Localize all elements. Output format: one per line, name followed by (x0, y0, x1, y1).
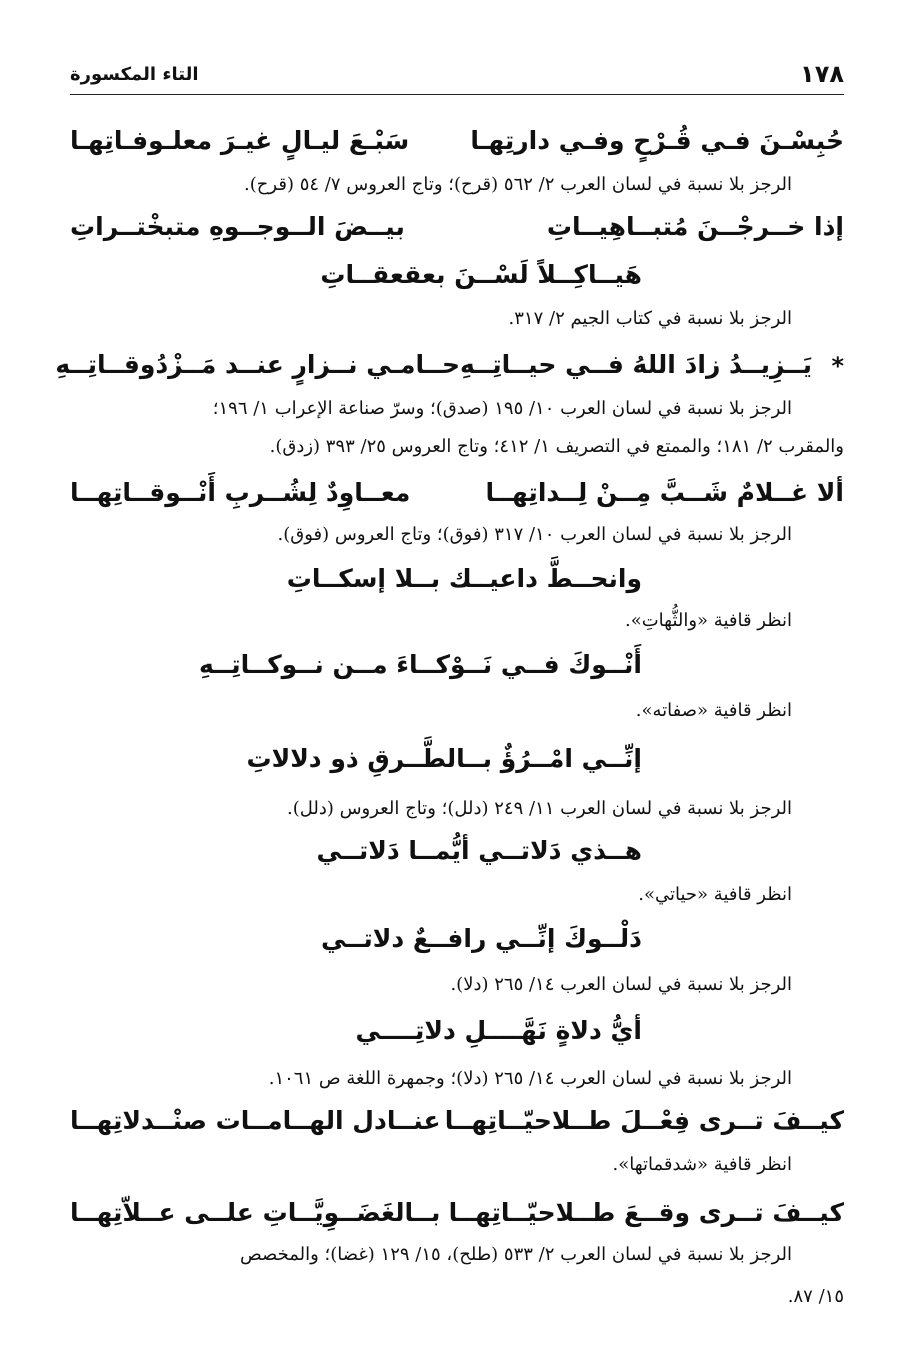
verse-line: هَيــاكِــلاً لَسْــنَ بعقعقــاتِ (320, 260, 642, 289)
hemistich: عنــادل الهــامــات صنْــدلاتِهــا (70, 1106, 441, 1135)
hemistich: كيــفَ تــرى فِعْــلَ طــلاحيّــاتِهــا (444, 1106, 844, 1135)
citation-note: الرجز بلا نسبة في لسان العرب ١٤/ ٢٦٥ (دلا). (450, 974, 792, 995)
hemistich: معــاوِدٌ لِشُــربِ أَنْــوقــاتِهــا (70, 478, 411, 507)
page-number: ١٧٨ (800, 60, 844, 88)
verse-line: أيُّ دلاةٍ نَهَّــــلِ دلاتِــــي (355, 1016, 642, 1045)
citation-note: الرجز بلا نسبة في لسان العرب ١٠/ ٣١٧ (فوق)؛ وتاج العروس (فوق). (277, 524, 792, 545)
citation-note: الرجز بلا نسبة في لسان العرب ٢/ ٥٦٢ (قرح)؛ وتاج العروس ٧/ ٥٤ (قرح). (244, 174, 792, 195)
citation-note: انظر قافية «والثُّهاتِ». (624, 610, 792, 631)
verse-line: هــذي دَلاتــي أيُّمــا دَلاتــي (316, 836, 642, 865)
page-header (70, 60, 844, 95)
verse-line (70, 1198, 844, 1227)
citation-note: انظر قافية «شدقماتها». (612, 1154, 792, 1175)
hemistich: حُبِسْـنَ فـي قُـرْحٍ وفـي دارتِهـا (470, 126, 844, 155)
asterisk-marker: * (831, 352, 844, 380)
hemistich: يَــزِيــدُ زادَ اللهُ فــي حيــاتِــهِ (460, 350, 812, 379)
citation-note: الرجز بلا نسبة في لسان العرب ٢/ ٥٣٣ (طلح)، ١٥/ ١٢٩ (غضا)؛ والمخصص (239, 1244, 792, 1265)
hemistich: سَبْـعَ ليـالٍ غيـرَ معلـوفـاتِهـا (70, 126, 410, 155)
citation-note: الرجز بلا نسبة في كتاب الجيم ٢/ ٣١٧. (508, 308, 792, 329)
citation-note: انظر قافية «حياتي». (638, 884, 792, 905)
verse-line: وانحــطَّ داعيــك بــلا إسكــاتِ (286, 564, 642, 593)
verse-line (70, 126, 844, 155)
citation-note: والمقرب ٢/ ١٨١؛ والممتع في التصريف ١/ ٤١٢؛ وتاج العروس ٢٥/ ٣٩٣ (زدق). (269, 436, 844, 457)
verse-line (70, 478, 844, 507)
citation-note: الرجز بلا نسبة في لسان العرب ١٠/ ١٩٥ (صدق)؛ وسرّ صناعة الإعراب ١/ ١٩٦؛ (212, 398, 792, 419)
verse-line (70, 212, 844, 241)
verse-line: دَلْــوكَ إنِّــي رافــعٌ دلاتــي (320, 924, 642, 953)
verse-line (70, 1106, 844, 1135)
hemistich: إذا خــرجْــنَ مُتبــاهِيــاتِ (546, 212, 844, 241)
hemistich: كيــفَ تــرى وقــعَ طــلاحيّــاتِهــا (448, 1198, 844, 1227)
hemistich: بيــضَ الــوجــوهِ متبخْتــراتِ (70, 212, 405, 241)
citation-note: الرجز بلا نسبة في لسان العرب ١١/ ٢٤٩ (دلل)؛ وتاج العروس (دلل). (286, 798, 792, 819)
citation-note: الرجز بلا نسبة في لسان العرب ١٤/ ٢٦٥ (دلا)؛ وجمهرة اللغة ص ١٠٦١. (268, 1068, 792, 1089)
citation-note: ١٥/ ٨٧. (787, 1286, 844, 1307)
verse-line (55, 350, 812, 379)
hemistich: حــامـي نــزارٍ عنــد مَــزْدُوقــاتِــهِ (55, 350, 461, 379)
verse-line: أَنْــوكَ فــي نَــوْكــاءَ مــن نــوكــاتِــهِ (198, 650, 642, 679)
running-title: التاء المكسورة (70, 64, 199, 85)
hemistich: ألا غــلامٌ شَــبَّ مِــنْ لِــداتِهــا (485, 478, 844, 507)
hemistich: بــالغَضَــوِيَّــاتِ علــى عــلاّتِهــا (70, 1198, 441, 1227)
citation-note: انظر قافية «صفاته». (635, 700, 792, 721)
verse-line: إنِّــي امْــرُؤٌ بــالطَّــرقِ ذو دلالاتِ (246, 744, 642, 773)
